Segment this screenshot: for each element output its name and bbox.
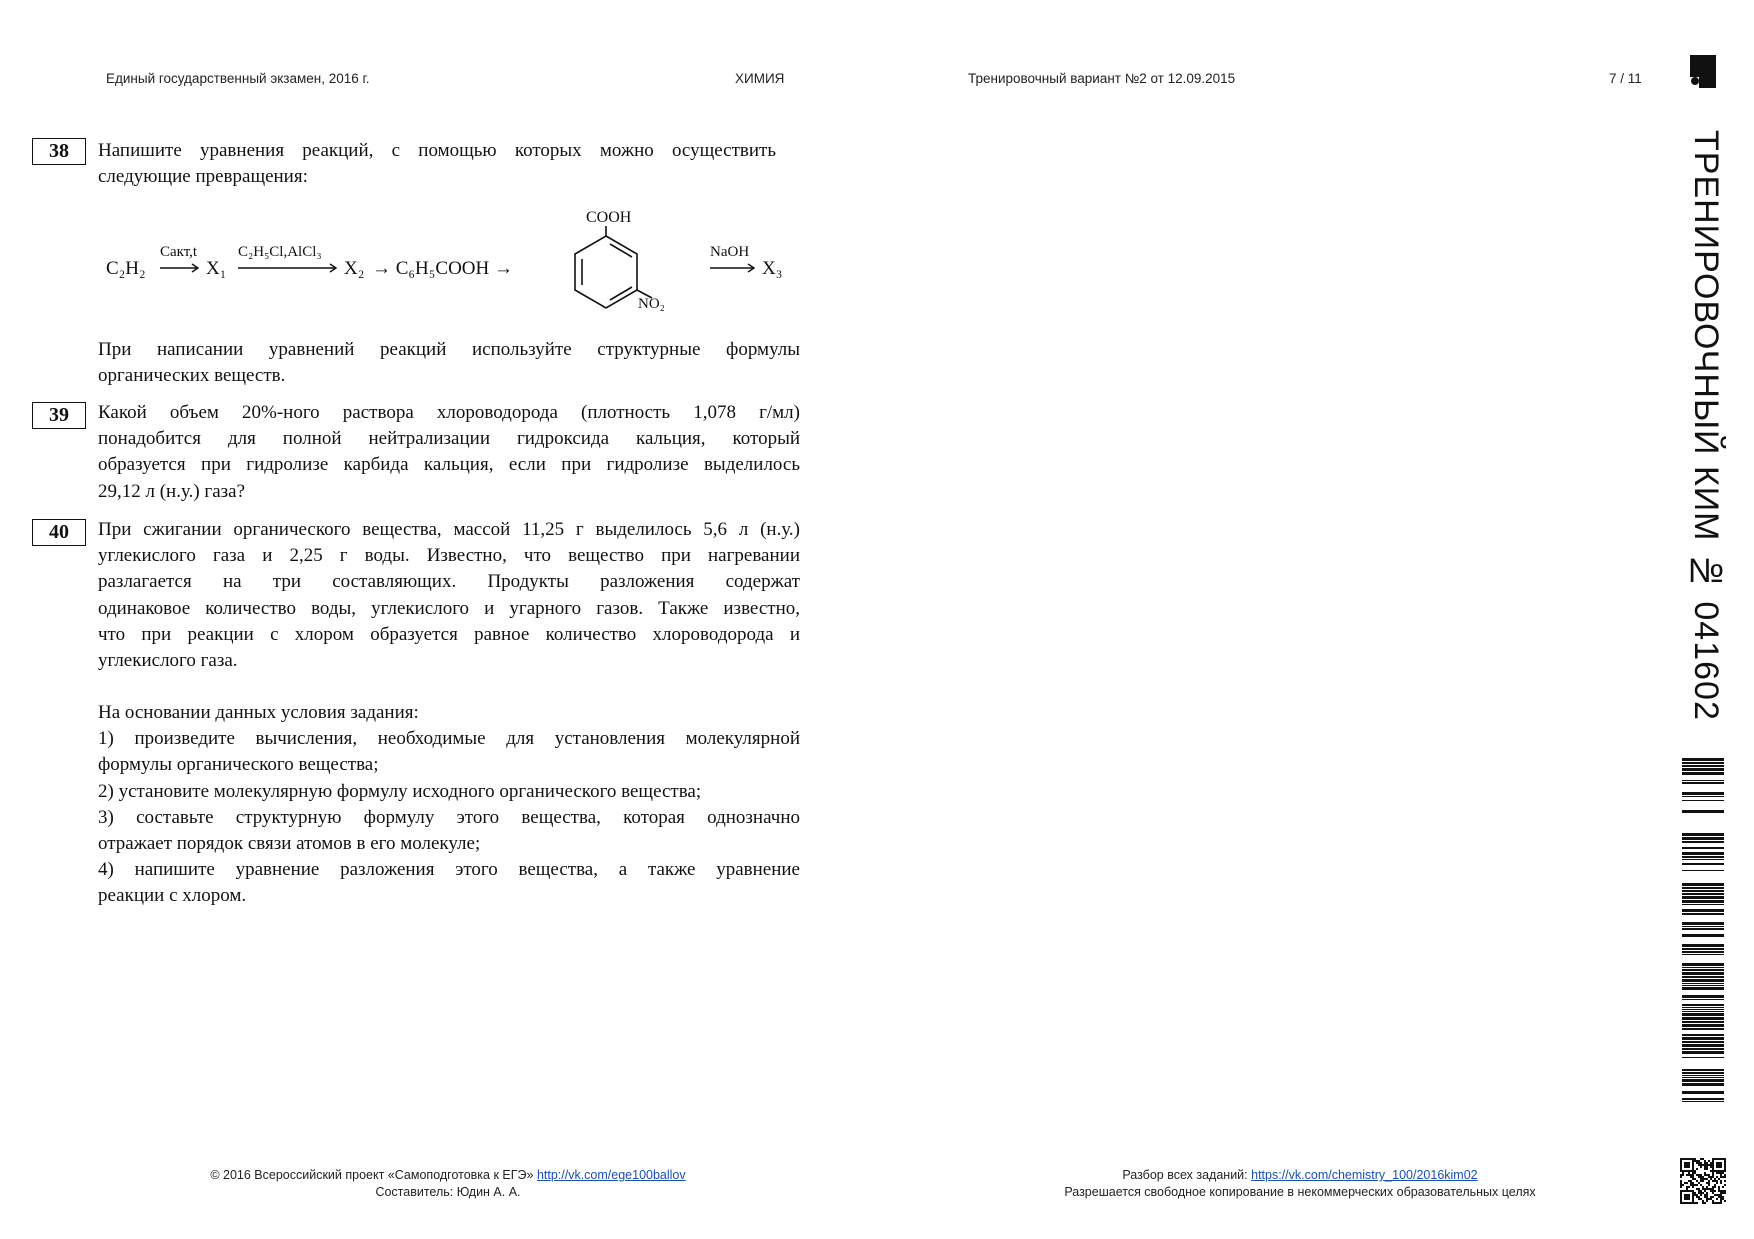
- footer-project-text: © 2016 Всероссийский проект «Самоподготовка к ЕГЭ»: [210, 1168, 534, 1182]
- task-40-text: [98, 517, 800, 674]
- list-item: 1) произведите вычисления, необходимые для установления молекулярной: [98, 728, 800, 750]
- scheme-benzoic-acid: → C₆H₅COOH →: [372, 258, 513, 279]
- scheme-condition-2: C₂H₅Cl,AlCl₃: [238, 244, 322, 260]
- task-number-39: 39: [32, 402, 86, 429]
- scheme-x2: X₂: [344, 258, 365, 279]
- scheme-x3: X₃: [762, 258, 783, 279]
- reaction-scheme: [98, 196, 818, 326]
- text-line: следующие превращения:: [98, 166, 308, 188]
- text-line: При написании уравнений реакций используйте структурные формулы: [98, 339, 800, 360]
- arrow-1-icon: [160, 264, 198, 272]
- scheme-condition-3: NaOH: [710, 244, 750, 260]
- list-item: 2) установите молекулярную формулу исходного органического вещества;: [98, 780, 702, 802]
- arrow-2-icon: [238, 264, 336, 272]
- list-item: формулы органического вещества;: [98, 754, 379, 776]
- text-line: одинаковое количество воды, углекислого и угарного газов. Также известно,: [98, 597, 800, 619]
- footer-project-link[interactable]: http://vk.com/ege100ballov: [536, 1168, 686, 1182]
- text-line: образуется при гидролизе карбида кальция, если при гидролизе выделилось: [98, 454, 800, 476]
- footer-left-line-1: [168, 1167, 728, 1184]
- nitrobenzoic-acid-structure: [575, 209, 665, 312]
- header-page-number: 7 / 11: [1609, 71, 1642, 86]
- text-line: органических веществ.: [98, 365, 286, 387]
- task-38-intro: [98, 138, 776, 190]
- footer-right: [1020, 1167, 1580, 1201]
- list-item: 4) напишите уравнение разложения этого вещества, а также уравнение: [98, 859, 800, 881]
- text-line: При сжигании органического вещества, массой 11,25 г выделилось 5,6 л (н.у.): [98, 519, 800, 540]
- footer-copy-notice: Разрешается свободное копирование в некоммерческих образовательных целях: [1064, 1185, 1536, 1199]
- list-item: реакции с хлором.: [98, 885, 247, 907]
- header-variant: Тренировочный вариант №2 от 12.09.2015: [968, 71, 1236, 86]
- text-line: что при реакции с хлором образуется равное количество хлороводорода и: [98, 623, 800, 645]
- text-line: Напишите уравнения реакций, с помощью которых можно осуществить: [98, 140, 776, 161]
- text-line: разлагается на три составляющих. Продукты разложения содержат: [98, 571, 800, 593]
- registration-mark-icon: [1690, 55, 1716, 88]
- arrow-3-icon: [710, 264, 754, 272]
- header-exam: Единый государственный экзамен, 2016 г.: [106, 71, 370, 86]
- footer-analysis-link[interactable]: https://vk.com/chemistry_100/2016kim02: [1251, 1168, 1478, 1182]
- list-item: 3) составьте структурную формулу этого вещества, которая однозначно: [98, 806, 800, 828]
- kim-side-label: ТРЕНИРОВОЧНЫЙ КИМ № 041602: [1687, 130, 1725, 721]
- text-line: понадобится для полной нейтрализации гидроксида кальция, который: [98, 428, 800, 450]
- qr-code-icon: [1680, 1158, 1726, 1204]
- task-39-text: [98, 400, 800, 505]
- text-line: 29,12 л (н.у.) газа?: [98, 480, 245, 502]
- scheme-condition-1: Cакт,t: [160, 244, 198, 260]
- task-40-basis: На основании данных условия задания:: [98, 702, 419, 723]
- scheme-x1: X₁: [206, 258, 227, 279]
- barcode-icon: [1682, 752, 1724, 1102]
- no2-label: NO₂: [638, 296, 665, 312]
- text-line: Какой объем 20%-ного раствора хлороводорода (плотность 1,078 г/мл): [98, 402, 800, 423]
- text-line: углекислого газа.: [98, 650, 238, 672]
- task-38-note: [98, 337, 800, 389]
- task-number-40: 40: [32, 519, 86, 546]
- header-subject: ХИМИЯ: [735, 71, 785, 86]
- task-40-requirements: [98, 700, 800, 910]
- cooh-label: COOH: [586, 209, 632, 226]
- list-item: отражает порядок связи атомов в его молекуле;: [98, 833, 481, 855]
- footer-author: Составитель: Юдин А. А.: [375, 1185, 521, 1199]
- task-number-38: 38: [32, 138, 86, 165]
- footer-analysis-text: Разбор всех заданий:: [1122, 1168, 1248, 1182]
- footer-right-line-1: [1020, 1167, 1580, 1184]
- footer-left: [168, 1167, 728, 1201]
- scheme-c2h2: C₂H₂: [106, 258, 146, 279]
- text-line: углекислого газа и 2,25 г воды. Известно, что вещество при нагревании: [98, 545, 800, 567]
